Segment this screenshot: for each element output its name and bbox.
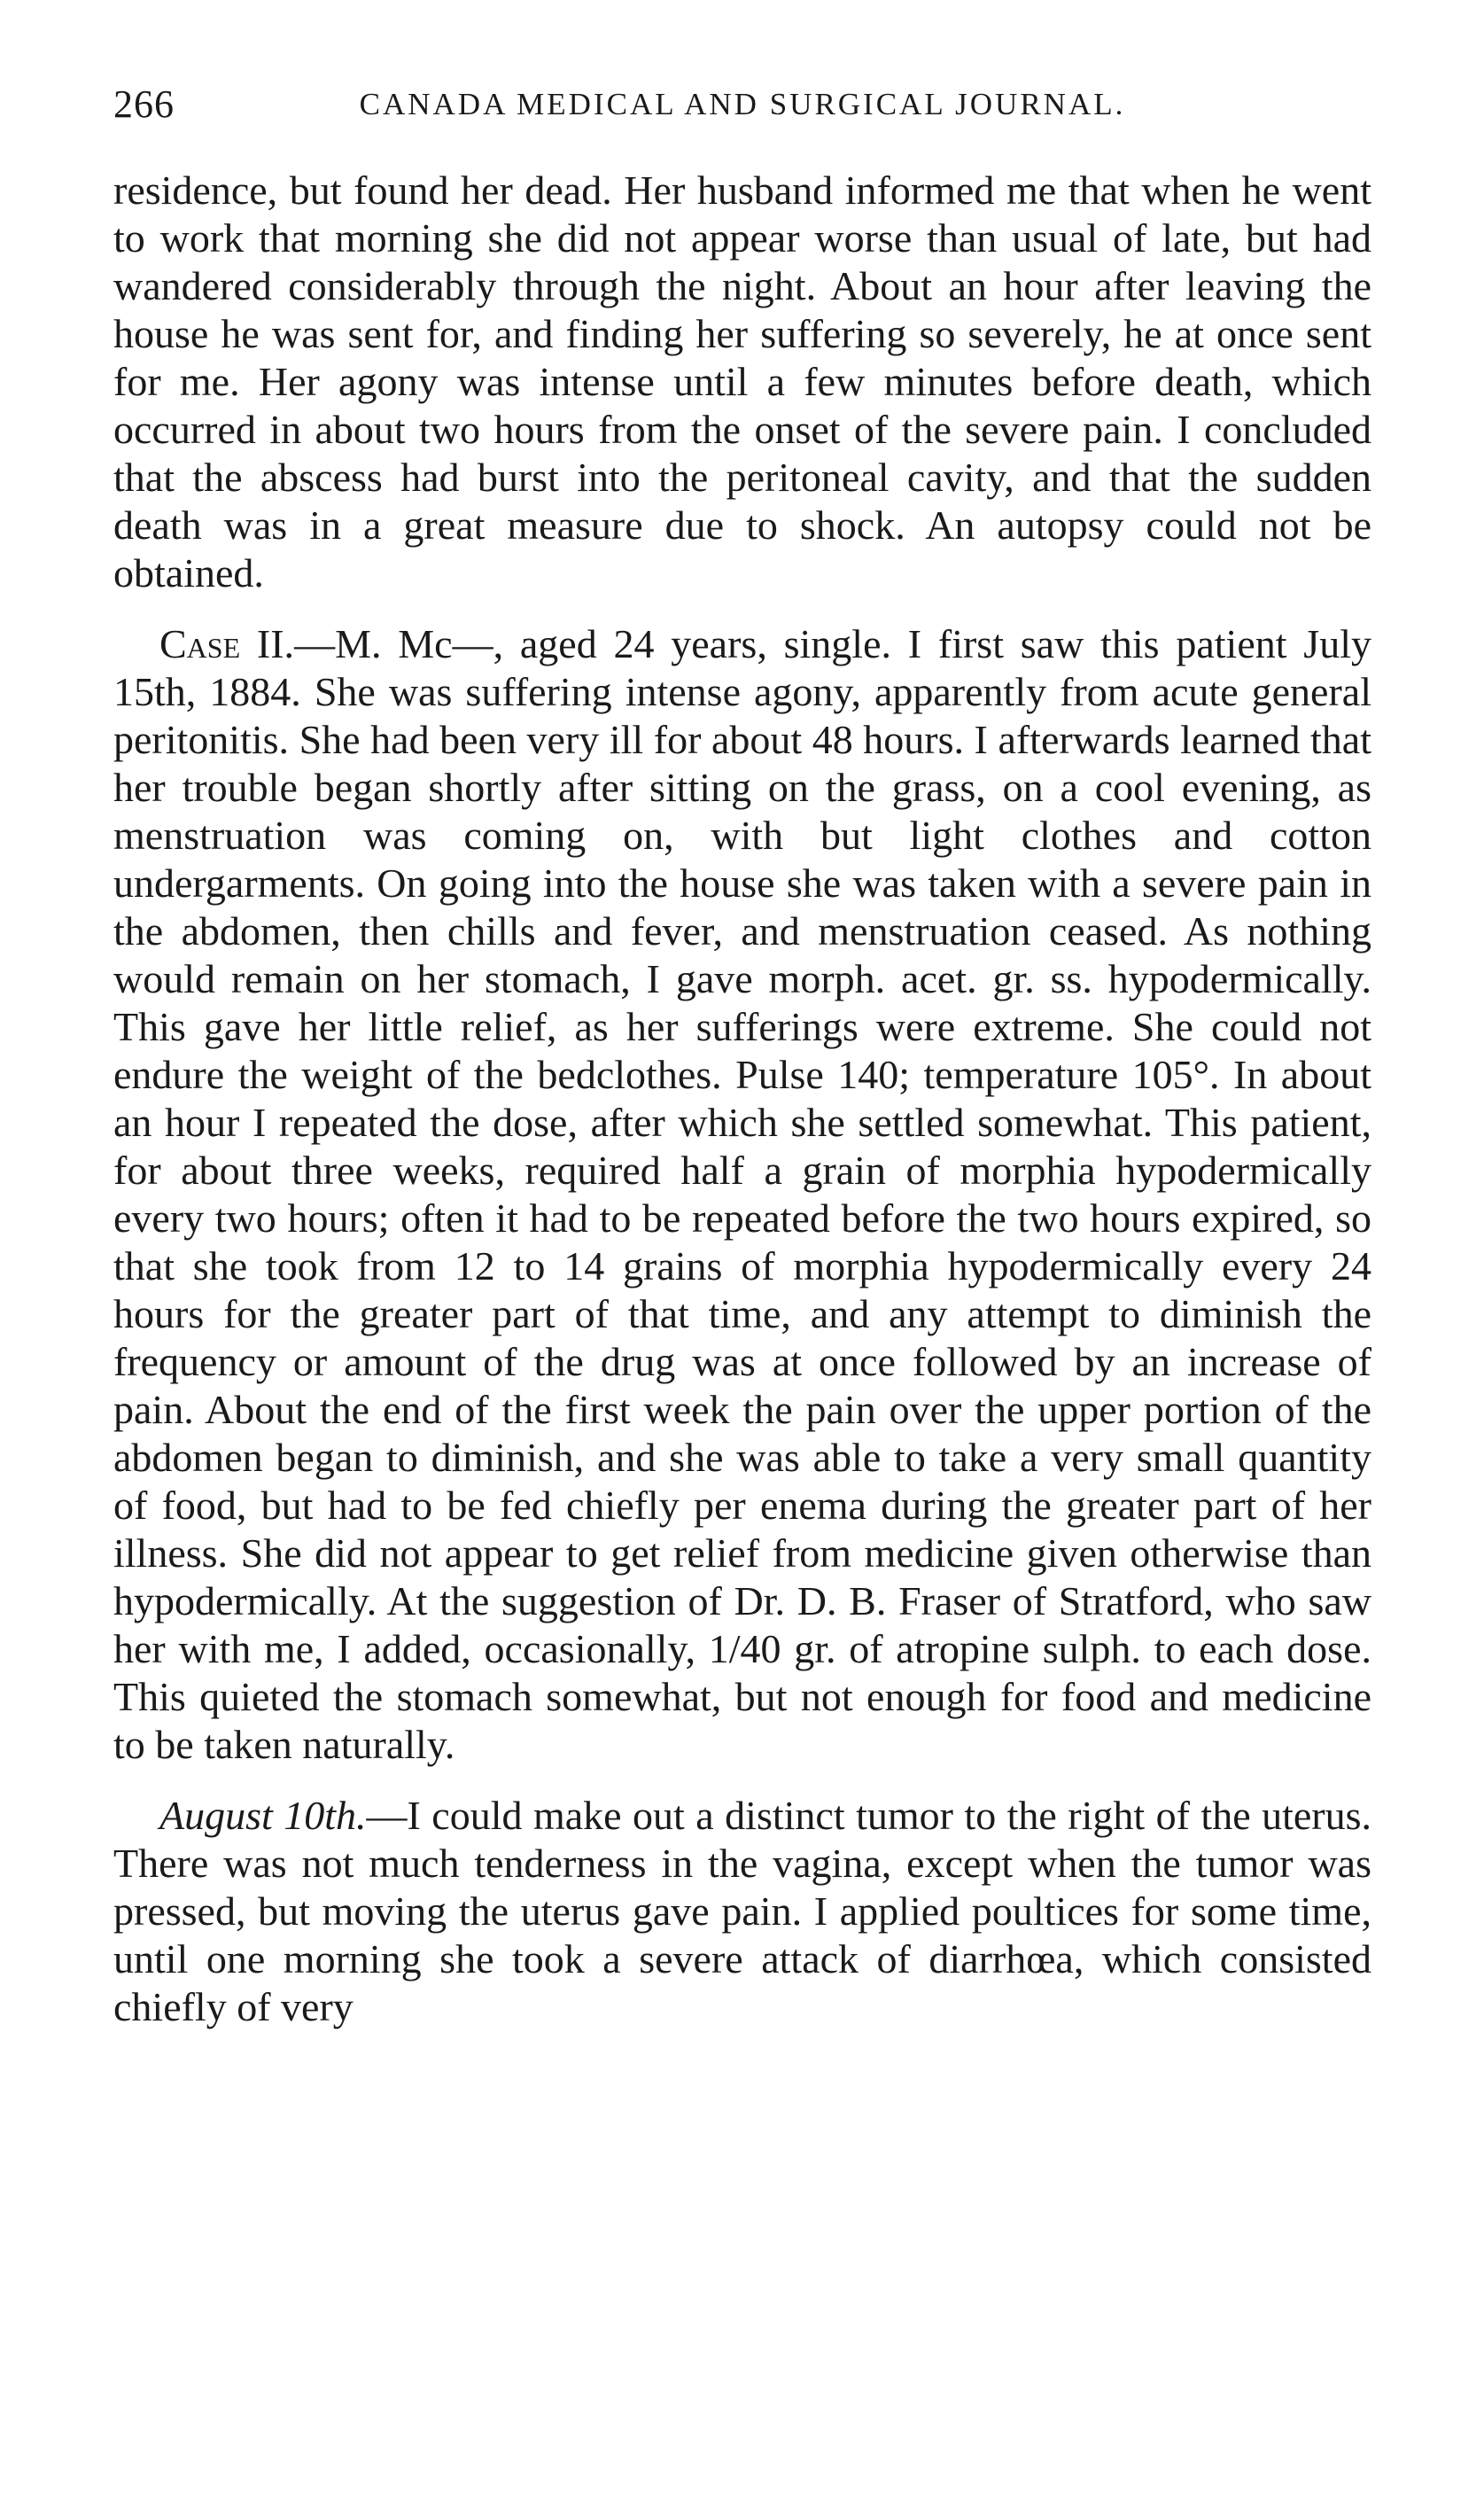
august-tenth-text: —I could make out a distinct tumor to the right of the uterus. There was not much tenderness in the vagina, except when the tumor was pressed, but moving the uterus gave pain. I applied poultices for some time, until one morning she took a severe attack of diarrhœa, which consisted chiefly of very [113, 1793, 1372, 2029]
paragraph-case-one-conclusion: residence, but found her dead. Her husband informed me that when he went to work that morning she did not appear worse than usual of late, but had wandered considerably through the night. About an hour after leaving the house he was sent for, and finding her suffering so severely, he at once sent for me. Her agony was intense until a few minutes before death, which occurred in about two hours from the onset of the severe pain. I concluded that the abscess had burst into the peritoneal cavity, and that the sudden death was in a great measure due to shock. An autopsy could not be obtained. [113, 167, 1371, 596]
paragraph-case-two [113, 620, 1371, 1769]
case-heading: Case II. [159, 621, 295, 666]
running-title: CANADA MEDICAL AND SURGICAL JOURNAL. [359, 87, 1126, 121]
article-body [113, 167, 1371, 2031]
paragraph-august-tenth [113, 1792, 1371, 2031]
case-two-text: —M. Mc—, aged 24 years, single. I first saw this patient July 15th, 1884. She was suffering intense agony, apparently from acute general peritonitis. She had been very ill for about 48 hours. I afterwards learned that her trouble began shortly after sitting on the grass, on a cool evening, as menstruation was coming on, with but light clothes and cotton undergarments. On going into the house she was taken with a severe pain in the abdomen, then chills and fever, and menstruation ceased. As nothing would remain on her stomach, I gave morph. acet. gr. ss. hypodermically. This gave her little relief, as her sufferings were extreme. She could not endure the weight of the bedclothes. Pulse 140; temperature 105°. In about an hour I repeated the dose, after which she settled somewhat. This patient, for about three weeks, required half a grain of morphia hypodermically every two hours; often it had to be repeated before the two hours expired, so that she took from 12 to 14 grains of morphia hypodermically every 24 hours for the greater part of that time, and any attempt to diminish the frequency or amount of the drug was at once followed by an increase of pain. About the end of the first week the pain over the upper portion of the abdomen began to diminish, and she was able to take a very small quantity of food, but had to be fed chiefly per enema during the greater part of her illness. She did not appear to get relief from medicine given otherwise than hypodermically. At the suggestion of Dr. D. B. Fraser of Stratford, who saw her with me, I added, occasionally, 1/40 gr. of atropine sulph. to each dose. This quieted the stomach somewhat, but not enough for food and medicine to be taken naturally. [113, 621, 1371, 1767]
date-heading: August 10th. [159, 1793, 367, 1838]
page-number: 266 [113, 82, 175, 126]
page-header [113, 82, 1371, 135]
